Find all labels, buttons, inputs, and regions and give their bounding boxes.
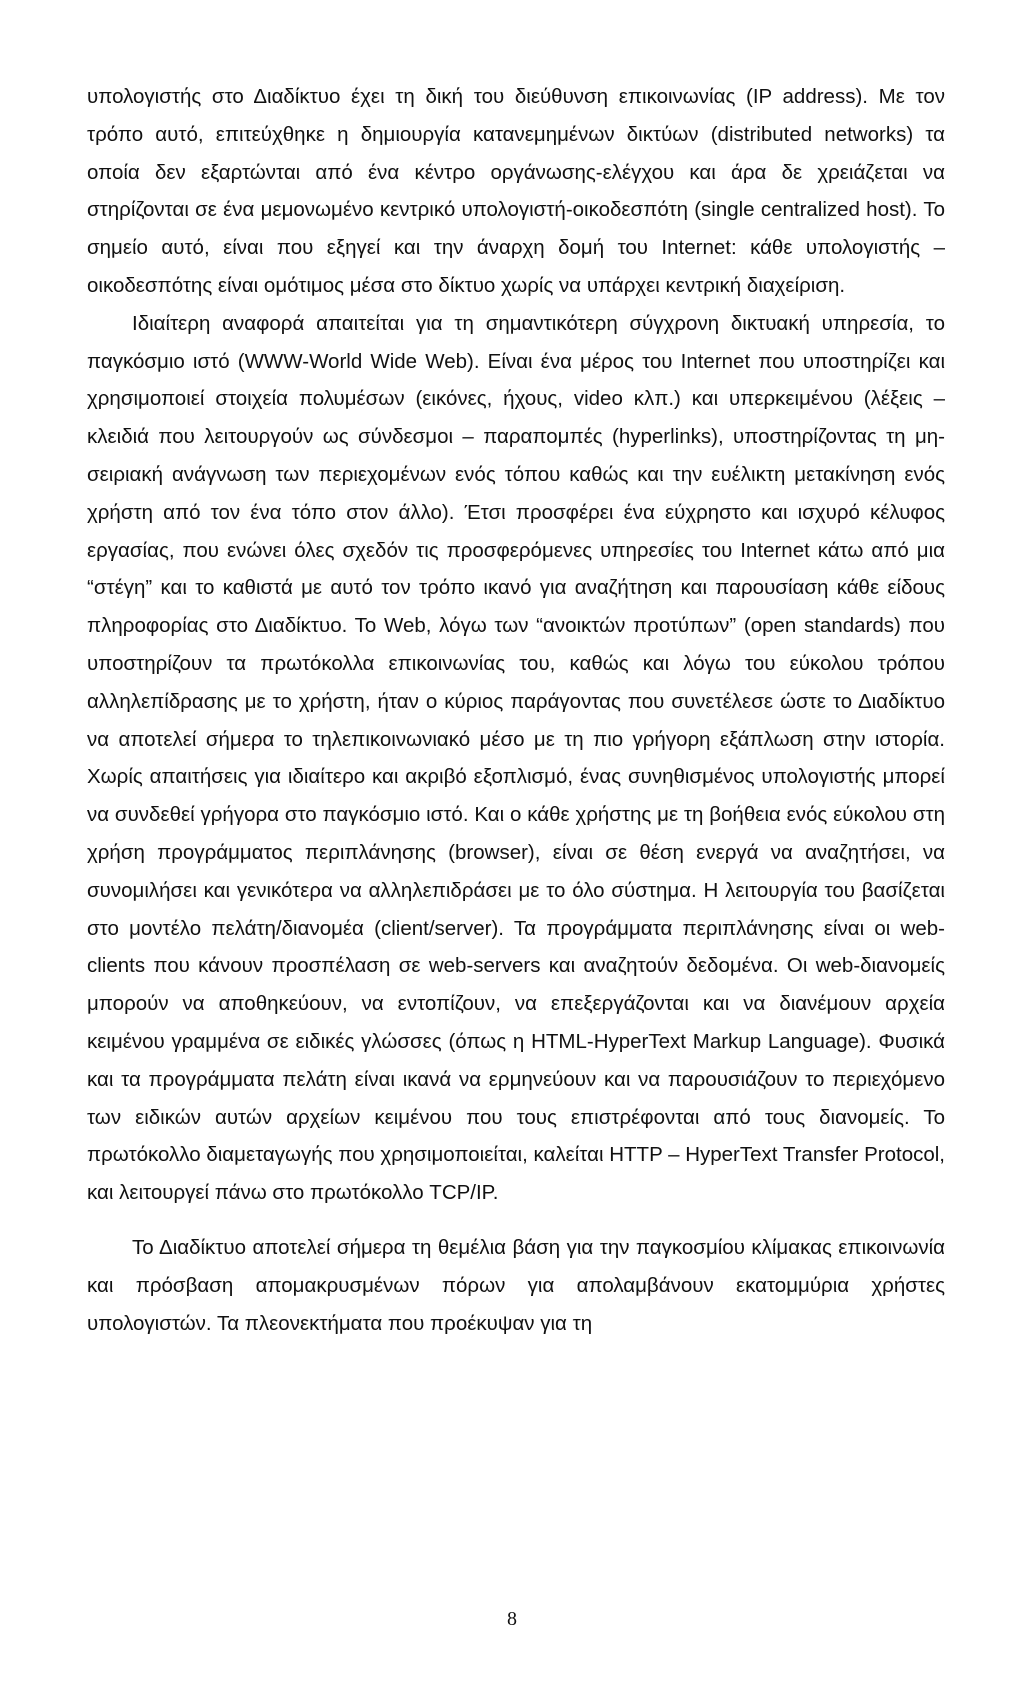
document-body [87,78,945,1342]
page-number: 8 [507,1608,517,1630]
paragraph-1: υπολογιστής στο Διαδίκτυο έχει τη δική του διεύθυνση επικοινωνίας (IP address). Με τον τρόπο αυτό, επιτεύχθηκε η δημιουργία κατανεμημένων δικτύων (distributed networks) τα οποία δεν εξαρτώνται από ένα κέντρο οργάνωσης-ελέγχου και άρα δε χρειάζεται να στηρίζονται σε ένα μεμονωμένο κεντρικό υπολογιστή-οικοδεσπότη (single centralized host). Το σημείο αυτό, είναι που εξηγεί και την άναρχη δομή του Internet: κάθε υπολογιστής – οικοδεσπότης είναι ομότιμος μέσα στο δίκτυο χωρίς να υπάρχει κεντρική διαχείριση. [87,85,945,297]
paragraph-3: Το Διαδίκτυο αποτελεί σήμερα τη θεμέλια βάση για την παγκοσμίου κλίμακας επικοινωνία και πρόσβαση απομακρυσμένων πόρων για απολαμβάνουν εκατομμύρια χρήστες υπολογιστών. Τα πλεονεκτήματα που προέκυψαν για τη [87,1235,945,1335]
paragraph-2: Ιδιαίτερη αναφορά απαιτείται για τη σημαντικότερη σύγχρονη δικτυακή υπηρεσία, το παγκόσμιο ιστό (WWW-World Wide Web). Είναι ένα μέρος του Internet που υποστηρίζει και χρησιμοποιεί στοιχεία πολυμέσων (εικόνες, ήχους, video κλπ.) και υπερκειμένου (λέξεις –κλειδιά που λειτουργούν ως σύνδεσμοι – παραπομπές (hyperlinks), υποστηρίζοντας τη μη-σειριακή ανάγνωση των περιεχομένων ενός τόπου καθώς και την ευέλικτη μετακίνηση ενός χρήστη από τον ένα τόπο στον άλλο). Έτσι προσφέρει ένα εύχρηστο και ισχυρό κέλυφος εργασίας, που ενώνει όλες σχεδόν τις προσφερόμενες υπηρεσίες του Internet κάτω από μια “στέγη” και το καθιστά με αυτό τον τρόπο ικανό για αναζήτηση και παρουσίαση κάθε είδους πληροφορίας στο Διαδίκτυο. Το Web, λόγω των “ανοικτών προτύπων” (open standards) που υποστηρίζουν τα πρωτόκολλα επικοινωνίας του, καθώς και λόγω του εύκολου τρόπου αλληλεπίδρασης με το χρήστη, ήταν ο κύριος παράγοντας που συνετέλεσε ώστε το Διαδίκτυο να αποτελεί σήμερα το τηλεπικοινωνιακό μέσο με τη πιο γρήγορη εξάπλωση στην ιστορία. Χωρίς απαιτήσεις για ιδιαίτερο και ακριβό εξοπλισμό, ένας συνηθισμένος υπολογιστής μπορεί να συνδεθεί γρήγορα στο παγκόσμιο ιστό. Και ο κάθε χρήστης με τη βοήθεια ενός εύκολου στη χρήση προγράμματος περιπλάνησης (browser), είναι σε θέση ενεργά να αναζητήσει, να συνομιλήσει και γενικότερα να αλληλεπιδράσει με το όλο σύστημα. Η λειτουργία του βασίζεται στο μοντέλο πελάτη/διανομέα (client/server). Τα προγράμματα περιπλάνησης είναι οι web-clients που κάνουν προσπέλαση σε web-servers και αναζητούν δεδομένα. Οι web-διανομείς μπορούν να αποθηκεύουν, να εντοπίζουν, να επεξεργάζονται και να διανέμουν αρχεία κειμένου γραμμένα σε ειδικές γλώσσες (όπως η HTML-HyperText Markup Language). Φυσικά και τα προγράμματα πελάτη είναι ικανά να ερμηνεύουν και να παρουσιάζουν το περιεχόμενο των ειδικών αυτών αρχείων κειμένου που τους επιστρέφονται από τους διανομείς. Το πρωτόκολλο διαμεταγωγής που χρησιμοποιείται, καλείται HTTP – HyperText Transfer Protocol, και λειτουργεί πάνω στο πρωτόκολλο TCP/IP. [87,311,945,1205]
